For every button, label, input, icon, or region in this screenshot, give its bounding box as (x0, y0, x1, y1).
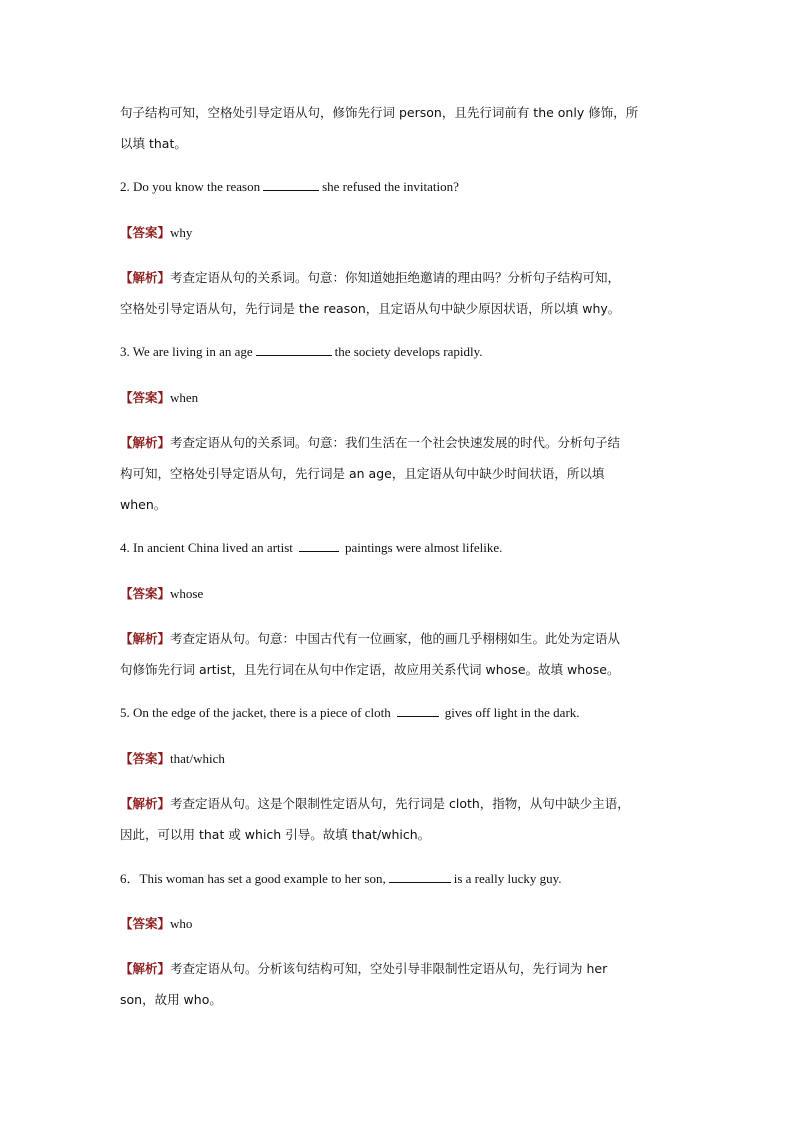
answer-4-value: whose (170, 586, 204, 601)
intro-line-2: 以填 that。 (120, 136, 187, 151)
question-6-before: 6．This woman has set a good example to her son, (120, 871, 386, 886)
question-2-before: 2. Do you know the reason (120, 179, 261, 194)
analysis-5-line-1 (120, 795, 680, 813)
question-5-after: gives off light in the dark. (444, 705, 580, 720)
answer-4 (120, 585, 680, 603)
answer-3-value: when (170, 390, 199, 405)
analysis-3-text-1: 考查定语从句的关系词。句意：我们生活在一个社会快速发展的时代。分析句子结 (170, 435, 621, 450)
analysis-2-line-2: 空格处引导定语从句，先行词是 the reason，且定语从句中缺少原因状语，所以填 why。 (120, 301, 621, 316)
analysis-5-line-2: 因此，可以用 that 或 which 引导。故填 that/which。 (120, 827, 431, 842)
analysis-3-line-2: 构可知，空格处引导定语从句，先行词是 an age，且定语从句中缺少时间状语，所以填 (120, 466, 605, 481)
analysis-5-text-1: 考查定语从句。这是个限制性定语从句，先行词是 cloth，指物，从句中缺少主语， (170, 796, 630, 811)
question-4-before: 4. In ancient China lived an artist (120, 540, 293, 555)
analysis-6-text-1: 考查定语从句。分析该句结构可知，空处引导非限制性定语从句，先行词为 her (170, 961, 608, 976)
answer-tag: 【答案】 (120, 390, 171, 405)
answer-tag: 【答案】 (120, 586, 171, 601)
answer-5 (120, 750, 680, 768)
analysis-6-line-2: son，故用 who。 (120, 992, 222, 1007)
analysis-tag: 【解析】 (120, 631, 171, 646)
answer-2 (120, 224, 680, 242)
question-3-after: the society develops rapidly. (334, 344, 483, 359)
question-5-blank (397, 704, 439, 717)
question-2-blank (263, 178, 319, 191)
question-2-after: she refused the invitation? (322, 179, 459, 194)
answer-2-value: why (170, 225, 193, 240)
analysis-tag: 【解析】 (120, 435, 171, 450)
question-4-blank (299, 539, 339, 552)
analysis-4-text-1: 考查定语从句。句意：中国古代有一位画家，他的画几乎栩栩如生。此处为定语从 (170, 631, 621, 646)
analysis-6-line-1 (120, 960, 680, 978)
answer-6 (120, 915, 680, 933)
question-4-after: paintings were almost lifelike. (344, 540, 503, 555)
answer-5-value: that/which (170, 751, 225, 766)
question-5-before: 5. On the edge of the jacket, there is a piece of cloth (120, 705, 391, 720)
analysis-2-line-1 (120, 269, 680, 287)
answer-tag: 【答案】 (120, 916, 171, 931)
question-3-blank (256, 343, 332, 356)
analysis-2-text-1: 考查定语从句的关系词。句意：你知道她拒绝邀请的理由吗？分析句子结构可知， (170, 270, 621, 285)
question-3 (120, 343, 680, 361)
question-6-after: is a really lucky guy. (453, 871, 562, 886)
answer-6-value: who (170, 916, 193, 931)
analysis-3-line-3: when。 (120, 497, 167, 512)
analysis-4-line-1 (120, 630, 680, 648)
analysis-tag: 【解析】 (120, 796, 171, 811)
question-3-before: 3. We are living in an age (120, 344, 253, 359)
analysis-tag: 【解析】 (120, 270, 171, 285)
intro-line-1: 句子结构可知，空格处引导定语从句，修饰先行词 person，且先行词前有 the only 修饰，所 (120, 105, 639, 120)
question-6-blank (389, 870, 451, 883)
analysis-4-line-2: 句修饰先行词 artist，且先行词在从句中作定语，故应用关系代词 whose。故填 whose。 (120, 662, 620, 677)
question-6 (120, 870, 680, 888)
answer-tag: 【答案】 (120, 225, 171, 240)
analysis-3-line-1 (120, 434, 680, 452)
question-2 (120, 178, 680, 196)
question-5 (120, 704, 680, 722)
answer-3 (120, 389, 680, 407)
analysis-tag: 【解析】 (120, 961, 171, 976)
answer-tag: 【答案】 (120, 751, 171, 766)
question-4 (120, 539, 680, 557)
